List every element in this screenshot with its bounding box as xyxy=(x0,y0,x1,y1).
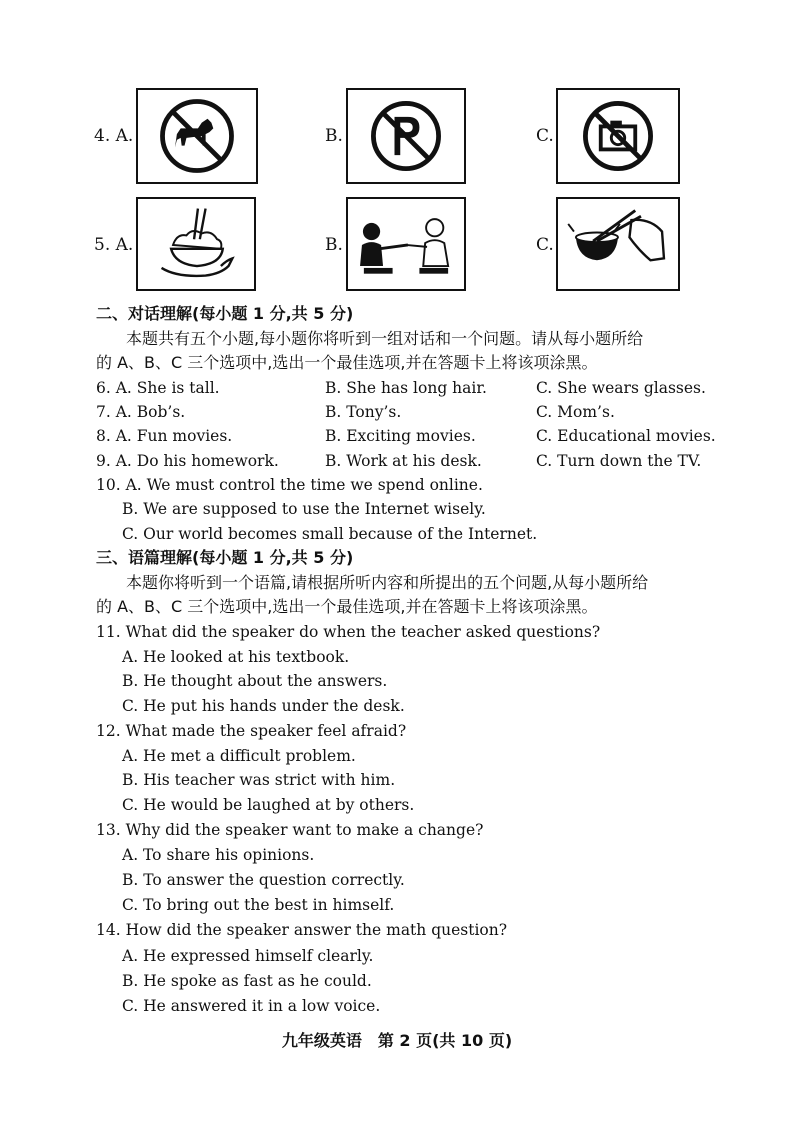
question-11-option-b[interactable]: B. He thought about the answers. xyxy=(122,672,388,690)
question-9-option-b[interactable]: B. Work at his desk. xyxy=(325,452,482,470)
question-13-option-a[interactable]: A. To share his opinions. xyxy=(122,846,315,864)
section-2-heading: 二、对话理解 xyxy=(96,304,193,323)
question-12-option-b[interactable]: B. His teacher was strict with him. xyxy=(122,771,396,789)
section-2-instruction-text-2: 的 A、B、C 三个选项中,选出一个最佳选项,并在答题卡上将该项涂黑。 xyxy=(96,353,598,372)
question-5-label: 5. A. xyxy=(94,235,134,255)
question-8-option-b[interactable]: B. Exciting movies. xyxy=(325,427,476,445)
no-parking-sign-image[interactable] xyxy=(346,88,466,184)
section-3-heading: 三、语篇理解 xyxy=(96,548,193,567)
question-11-option-a[interactable]: A. He looked at his textbook. xyxy=(122,648,350,666)
chopsticks-bowl-icon xyxy=(558,199,678,289)
no-parking-icon xyxy=(348,90,464,182)
question-14-option-b[interactable]: B. He spoke as fast as he could. xyxy=(122,972,372,990)
no-dogs-icon xyxy=(138,90,256,182)
question-12-option-c[interactable]: C. He would be laughed at by others. xyxy=(122,796,415,814)
question-5-row xyxy=(0,197,794,297)
section-3-instruction-text-2: 的 A、B、C 三个选项中,选出一个最佳选项,并在答题卡上将该项涂黑。 xyxy=(96,597,598,616)
no-camera-icon xyxy=(558,90,678,182)
question-13-stem: 13. Why did the speaker want to make a change? xyxy=(96,821,484,839)
question-6-option-a[interactable]: 6. A. She is tall. xyxy=(96,379,220,397)
rice-bowl-icon xyxy=(138,199,254,289)
question-6-option-b[interactable]: B. She has long hair. xyxy=(325,379,487,397)
question-4-row xyxy=(0,88,794,188)
question-13-option-b[interactable]: B. To answer the question correctly. xyxy=(122,871,405,889)
bowl-with-chopsticks-image[interactable] xyxy=(136,197,256,291)
question-10-option-b[interactable]: B. We are supposed to use the Internet wisely. xyxy=(122,500,486,518)
people-sharing-food-image[interactable] xyxy=(346,197,466,291)
question-4-option-b-label: B. xyxy=(325,126,343,146)
question-7-option-a[interactable]: 7. A. Bob’s. xyxy=(96,403,186,421)
question-14-stem: 14. How did the speaker answer the math question? xyxy=(96,921,508,939)
question-9-option-c[interactable]: C. Turn down the TV. xyxy=(536,452,702,470)
question-5-option-b-label: B. xyxy=(325,235,343,255)
question-14-option-c[interactable]: C. He answered it in a low voice. xyxy=(122,997,381,1015)
question-11-option-c[interactable]: C. He put his hands under the desk. xyxy=(122,697,405,715)
question-7-option-c[interactable]: C. Mom’s. xyxy=(536,403,615,421)
question-10-option-c[interactable]: C. Our world becomes small because of the Internet. xyxy=(122,525,538,543)
question-5-option-c-label: C. xyxy=(536,235,554,255)
question-4-option-c-label: C. xyxy=(536,126,554,146)
question-10-option-a[interactable]: 10. A. We must control the time we spend online. xyxy=(96,476,483,494)
section-2-score-note: (每小题 1 分,共 5 分) xyxy=(192,304,354,323)
page-footer: 九年级英语 第 2 页(共 10 页) xyxy=(281,1031,513,1050)
question-13-option-c[interactable]: C. To bring out the best in himself. xyxy=(122,896,395,914)
question-14-option-a[interactable]: A. He expressed himself clearly. xyxy=(122,947,374,965)
dining-people-icon xyxy=(348,199,464,289)
question-7-option-b[interactable]: B. Tony’s. xyxy=(325,403,402,421)
question-4-label: 4. A. xyxy=(94,126,134,146)
question-6-option-c[interactable]: C. She wears glasses. xyxy=(536,379,706,397)
no-photos-sign-image[interactable] xyxy=(556,88,680,184)
question-8-option-c[interactable]: C. Educational movies. xyxy=(536,427,716,445)
section-3-score-note: (每小题 1 分,共 5 分) xyxy=(192,548,354,567)
question-8-option-a[interactable]: 8. A. Fun movies. xyxy=(96,427,233,445)
question-11-stem: 11. What did the speaker do when the teacher asked questions? xyxy=(96,623,601,641)
section-3-instruction-text-1: 本题你将听到一个语篇,请根据所听内容和所提出的五个问题,从每小题所给 xyxy=(126,573,649,592)
no-dogs-sign-image[interactable] xyxy=(136,88,258,184)
chopsticks-in-bowl-image[interactable] xyxy=(556,197,680,291)
question-12-option-a[interactable]: A. He met a difficult problem. xyxy=(122,747,356,765)
question-12-stem: 12. What made the speaker feel afraid? xyxy=(96,722,407,740)
question-9-option-a[interactable]: 9. A. Do his homework. xyxy=(96,452,279,470)
section-2-instruction-text-1: 本题共有五个小题,每小题你将听到一组对话和一个问题。请从每小题所给 xyxy=(126,329,644,348)
